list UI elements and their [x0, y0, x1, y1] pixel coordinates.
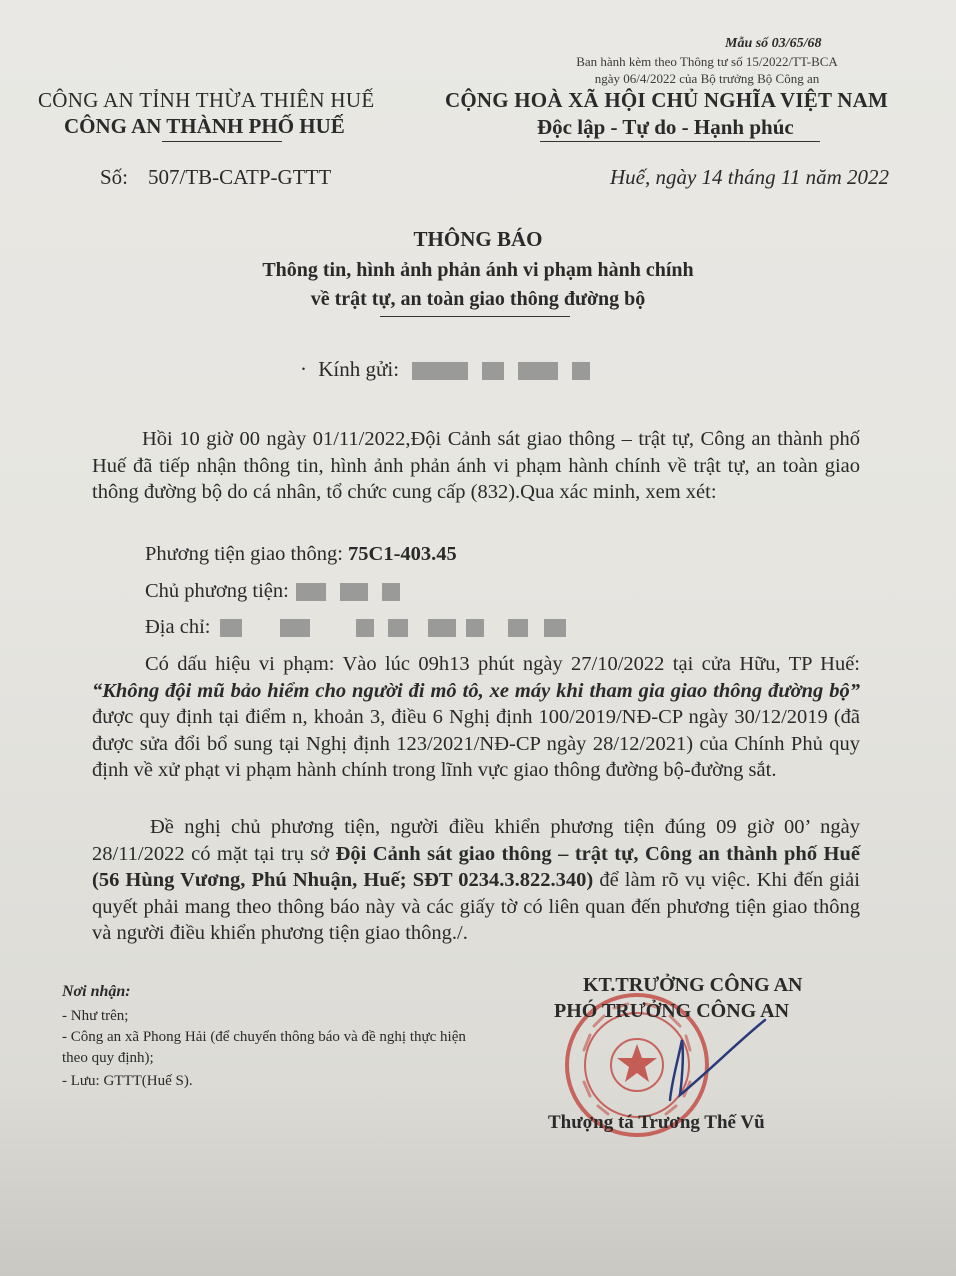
redacted-block — [508, 619, 528, 637]
redacted-block — [428, 619, 456, 637]
redacted-block — [412, 362, 468, 380]
nation-title: CỘNG HOÀ XÃ HỘI CHỦ NGHĨA VIỆT NAM — [445, 88, 888, 112]
paragraph-violation — [92, 651, 860, 784]
decree-reference — [552, 53, 862, 87]
greeting-label: Kính gửi: — [318, 357, 400, 381]
document-number-label: Số: — [100, 165, 129, 189]
document-subtitle-line2: về trật tự, an toàn giao thông đường bộ — [310, 288, 646, 310]
decree-line: ngày 06/4/2022 của Bộ trưởng Bộ Công an — [594, 71, 820, 86]
vehicle-label: Phương tiện giao thông: — [145, 543, 343, 565]
agency-parent: CÔNG AN TỈNH THỪA THIÊN HUẾ — [38, 88, 375, 112]
document-title: THÔNG BÁO — [413, 227, 543, 251]
signer-name: Thượng tá Trương Thế Vũ — [548, 1112, 765, 1133]
place-date: Huế, ngày 14 tháng 11 năm 2022 — [610, 165, 889, 189]
document-subtitle-line1: Thông tin, hình ảnh phản ánh vi phạm hành chính — [262, 259, 694, 281]
form-code: Mẫu số 03/65/68 — [725, 36, 822, 51]
owner-field — [145, 580, 414, 603]
redacted-block — [356, 619, 374, 637]
request-instructions: để làm rõ vụ việc. Khi đến giải quyết phải mang theo thông báo này và các giấy tờ có liên quan đến phương tiện giao thông và người điều khiển phương tiện giao thông./. — [92, 869, 860, 944]
redacted-block — [382, 583, 400, 601]
redacted-block — [544, 619, 566, 637]
paragraph-receipt: Hồi 10 giờ 00 ngày 01/11/2022,Đội Cảnh sát giao thông – trật tự, Công an thành phố Huế đã tiếp nhận thông tin, hình ảnh phản ánh vi phạm hành chính về trật tự, an toàn giao thông đường bộ do cá nhân, tổ chức cung cấp (832).Qua xác minh, xem xét: — [92, 428, 860, 503]
request-location: Đội Cảnh sát giao thông – trật tự, Công an thành phố Huế (56 Hùng Vương, Phú Nhuận, Huế; SĐT 0234.3.822.340) — [92, 842, 860, 891]
redacted-block — [280, 619, 310, 637]
redacted-block — [466, 619, 484, 637]
owner-label: Chủ phương tiện: — [145, 580, 289, 602]
decree-line: Ban hành kèm theo Thông tư số 15/2022/TT-BCA — [576, 54, 838, 69]
motto: Độc lập - Tự do - Hạnh phúc — [537, 115, 794, 139]
violation-intro: Có dấu hiệu vi phạm: Vào lúc 09h13 phút ngày 27/10/2022 tại cửa Hữu, TP Huế: — [145, 653, 860, 675]
document-number-value: 507/TB-CATP-GTTT — [148, 165, 332, 189]
redacted-block — [340, 583, 368, 601]
vehicle-field — [145, 543, 457, 566]
bullet-dot: · — [300, 357, 307, 381]
redacted-block — [296, 583, 326, 601]
recipients-heading: Nơi nhận: — [62, 983, 131, 1000]
document-number — [100, 165, 331, 190]
redacted-block — [482, 362, 504, 380]
redacted-block — [572, 362, 590, 380]
greeting — [300, 357, 604, 382]
paragraph-request — [92, 814, 860, 947]
agency-underline — [162, 141, 282, 142]
recipient-item: - Công an xã Phong Hải (để chuyển thông báo và đề nghị thực hiện theo quy định); — [62, 1029, 466, 1066]
recipient-item: - Như trên; — [62, 1008, 129, 1024]
violation-description: “Không đội mũ bảo hiểm cho người đi mô tô, xe máy khi tham gia giao thông đường bộ” — [92, 679, 860, 702]
request-intro: Đề nghị chủ phương tiện, người điều khiển phương tiện đúng 09 giờ 00’ ngày 28/11/2022 có mặt tại trụ sở — [92, 816, 860, 865]
title-underline — [380, 316, 570, 317]
agency-name: CÔNG AN THÀNH PHỐ HUẾ — [64, 114, 345, 138]
redacted-block — [388, 619, 408, 637]
vehicle-plate: 75C1-403.45 — [348, 543, 457, 565]
signature-title-line2: PHÓ TRƯỞNG CÔNG AN — [554, 1000, 790, 1022]
violation-legal-basis: được quy định tại điểm n, khoản 3, điều 6 Nghị định 100/2019/NĐ-CP ngày 30/12/2019 (đã được sửa đổi bổ sung tại Nghị định 123/2021/NĐ-CP ngày 28/12/2021) của Chính Phủ quy định về xử phạt vi phạm hành chính trong lĩnh vực giao thông đường bộ-đường sắt. — [92, 706, 860, 781]
address-field — [145, 616, 580, 639]
motto-underline — [540, 141, 820, 142]
recipient-item: - Lưu: GTTT(Huế S). — [62, 1073, 193, 1089]
address-label: Địa chỉ: — [145, 616, 211, 638]
redacted-block — [518, 362, 558, 380]
redacted-block — [220, 619, 242, 637]
signature-title-line1: KT.TRƯỞNG CÔNG AN — [583, 974, 803, 996]
